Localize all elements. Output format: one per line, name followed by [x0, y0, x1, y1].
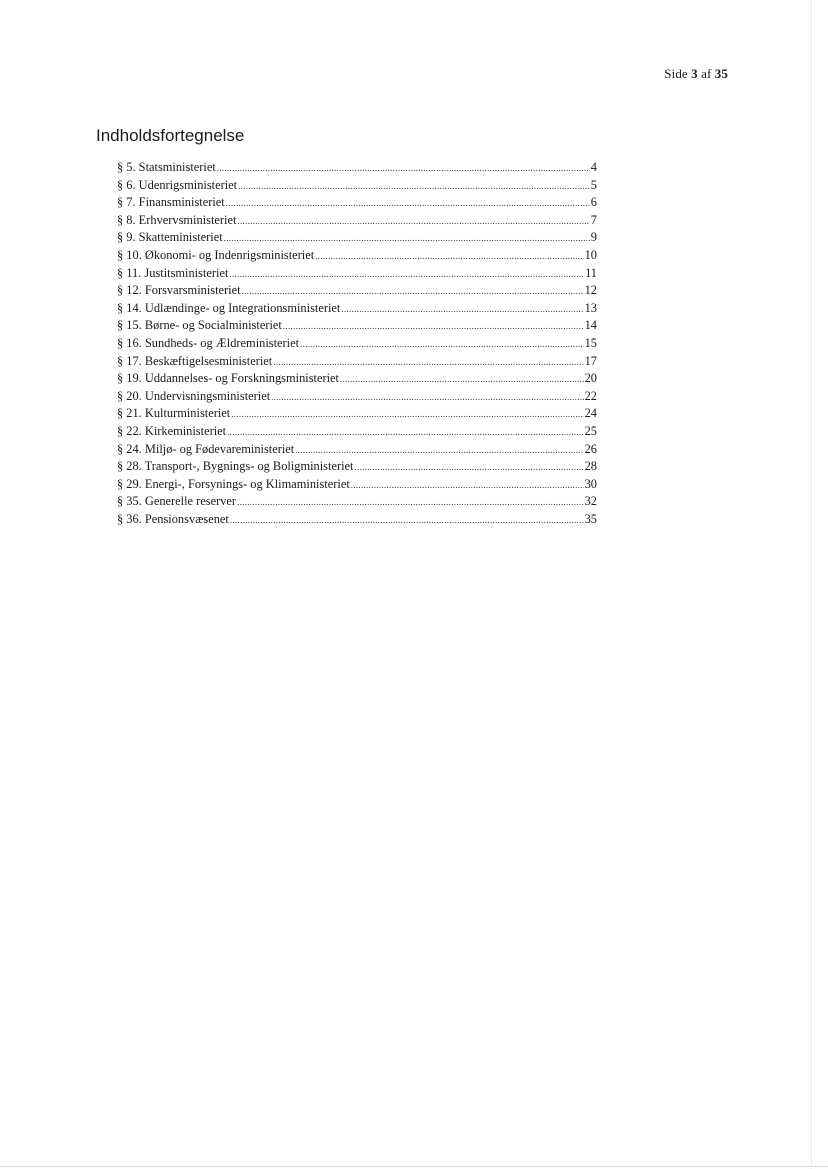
toc-entry[interactable] [117, 353, 597, 371]
total-pages: 35 [714, 66, 728, 81]
toc-entry[interactable] [117, 493, 597, 511]
toc-entry-page: 9 [590, 230, 597, 245]
toc-dot-leader [354, 459, 583, 477]
toc-entry-page: 35 [584, 511, 597, 526]
toc-entry[interactable] [117, 247, 597, 265]
toc-entry-page: 28 [584, 459, 597, 474]
toc-dot-leader [231, 406, 583, 424]
toc-entry[interactable] [117, 423, 597, 441]
toc-entry-label: § 29. Energi-, Forsynings- og Klimaministeriet [117, 476, 350, 491]
toc-dot-leader [273, 354, 583, 372]
toc-entry-label: § 14. Udlændinge- og Integrationsministeriet [117, 300, 341, 315]
toc-entry-page: 11 [585, 265, 597, 280]
toc-dot-leader [227, 424, 584, 442]
toc-dot-leader [217, 160, 590, 178]
toc-entry[interactable] [117, 405, 597, 423]
toc-dot-leader [242, 283, 584, 301]
toc-entry-label: § 20. Undervisningsministeriet [117, 388, 271, 403]
toc-entry[interactable] [117, 388, 597, 406]
toc-entry-label: § 7. Finansministeriet [117, 195, 225, 210]
toc-entry-page: 5 [590, 177, 597, 192]
toc-entry-label: § 28. Transport-, Bygnings- og Boligministeriet [117, 459, 354, 474]
toc-entry-page: 22 [584, 388, 597, 403]
toc-entry-page: 7 [590, 212, 597, 227]
toc-entry-page: 20 [584, 371, 597, 386]
toc-dot-leader [271, 389, 583, 407]
toc-entry-page: 4 [590, 160, 597, 174]
toc-dot-leader [315, 248, 583, 266]
toc-entry[interactable] [117, 194, 597, 212]
toc-dot-leader [283, 318, 584, 336]
toc-entry[interactable] [117, 159, 597, 177]
toc-entry[interactable] [117, 177, 597, 195]
toc-entry-page: 26 [584, 441, 597, 456]
toc-entry[interactable] [117, 335, 597, 353]
toc-entry-page: 6 [590, 195, 597, 210]
toc-entry-page: 24 [584, 406, 597, 421]
toc-entry-label: § 15. Børne- og Socialministeriet [117, 318, 282, 333]
scan-right-edge [811, 0, 812, 1169]
toc-dot-leader [237, 213, 589, 231]
toc-dot-leader [229, 266, 584, 284]
toc-dot-leader [295, 442, 583, 460]
toc-entry-label: § 12. Forsvarsministeriet [117, 283, 241, 298]
toc-dot-leader [341, 301, 583, 319]
toc-entry-label: § 6. Udenrigsministeriet [117, 177, 238, 192]
toc-entry[interactable] [117, 229, 597, 247]
toc-dot-leader [238, 178, 590, 196]
toc-entry-label: § 36. Pensionsvæsenet [117, 511, 229, 526]
toc-dot-leader [237, 494, 584, 512]
toc-dot-leader [230, 512, 584, 530]
toc-dot-leader [340, 371, 584, 389]
toc-entry-label: § 17. Beskæftigelsesministeriet [117, 353, 273, 368]
current-page: 3 [691, 66, 698, 81]
toc-entry-page: 13 [584, 300, 597, 315]
toc-entry-page: 25 [584, 423, 597, 438]
toc-entry-page: 10 [584, 247, 597, 262]
toc-dot-leader [226, 195, 590, 213]
toc-entry[interactable] [117, 458, 597, 476]
toc-entry[interactable] [117, 370, 597, 388]
toc-entry-label: § 19. Uddannelses- og Forskningsministeriet [117, 371, 339, 386]
toc-entry[interactable] [117, 476, 597, 494]
toc-entry[interactable] [117, 511, 597, 529]
page-separator: af [701, 66, 712, 81]
toc-entry-page: 32 [584, 494, 597, 509]
toc-entry[interactable] [117, 441, 597, 459]
toc-title: Indholdsfortegnelse [96, 126, 245, 145]
toc-entry[interactable] [117, 317, 597, 335]
toc-entry-label: § 22. Kirkeministeriet [117, 423, 227, 438]
toc-entry-label: § 35. Generelle reserver [117, 494, 237, 509]
page-prefix: Side [664, 66, 688, 81]
toc-entry-page: 17 [584, 353, 597, 368]
toc-entry-label: § 21. Kulturministeriet [117, 406, 231, 421]
toc-entry-page: 14 [584, 318, 597, 333]
toc-entry[interactable] [117, 282, 597, 300]
toc-entry-label: § 5. Statsministeriet [117, 160, 216, 174]
toc-dot-leader [224, 230, 590, 248]
toc-dot-leader [300, 336, 584, 354]
toc-dot-leader [351, 477, 584, 495]
toc-entry-page: 12 [584, 283, 597, 298]
toc-entry-page: 30 [584, 476, 597, 491]
toc-entry-label: § 16. Sundheds- og Ældreministeriet [117, 335, 300, 350]
page-number [664, 66, 728, 82]
toc-entry-page: 15 [584, 335, 597, 350]
toc-entry-label: § 9. Skatteministeriet [117, 230, 223, 245]
scan-bottom-edge [0, 1166, 828, 1167]
toc-entry[interactable] [117, 265, 597, 283]
toc-entry-label: § 10. Økonomi- og Indenrigsministeriet [117, 247, 315, 262]
toc-entry-label: § 24. Miljø- og Fødevareministeriet [117, 441, 295, 456]
toc-entry[interactable] [117, 300, 597, 318]
table-of-contents [117, 159, 597, 528]
toc-entry-label: § 8. Erhvervsministeriet [117, 212, 237, 227]
toc-entry[interactable] [117, 212, 597, 230]
toc-entry-label: § 11. Justitsministeriet [117, 265, 229, 280]
